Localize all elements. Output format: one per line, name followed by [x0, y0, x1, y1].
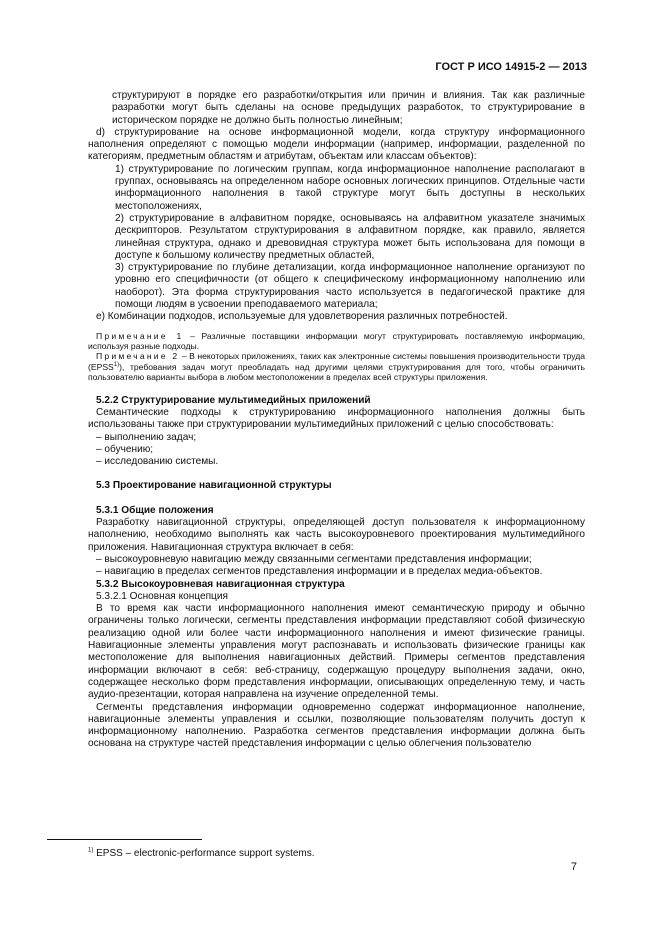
note-2	[88, 351, 585, 382]
heading-5-3-2: 5.3.2 Высокоуровневая навигационная структура	[96, 578, 345, 590]
note-2-text-b: ), требования задач могут преобладать над другими целями структурирования для того, чтобы ограничить пользователю варианты выбора в любом местоположении в пределах всей структуры приложения.	[88, 361, 585, 383]
footnote	[88, 848, 315, 859]
footnote-ref: 1)	[113, 362, 120, 368]
sublist-item-3: 3) структурирование по глубине детализации, когда информационное наполнение организуют по уровню его специфичности (от общего к специфическому информационному наполнению или наоборот). Эта форма структурирования часто используется в педагогической практике для помощи людям в усвоении преподаваемого материала;	[115, 262, 585, 311]
list-item: – навигацию в пределах сегментов представления информации и в пределах медиа-объектов.	[96, 566, 543, 578]
list-item: – обучению;	[96, 443, 154, 455]
list-item: – выполнению задач;	[96, 431, 197, 443]
list-item: – исследованию системы.	[96, 456, 219, 468]
sublist-item-2: 2) структурирование в алфавитном порядке, основываясь на алфавитном указателе значимых дескрипторов. Результатом структурирования в алфавитном порядке, как правило, является линейная структура, однако и древовидная структура может быть использована для помощи в доступе к большому количеству предметных областей,	[115, 212, 585, 261]
heading-5-3-2-1: 5.3.2.1 Основная концепция	[96, 590, 228, 602]
heading-5-2-2: 5.2.2 Структурирование мультимедийных приложений	[96, 394, 371, 406]
heading-5-3: 5.3 Проектирование навигационной структуры	[96, 480, 332, 492]
footnote-separator	[47, 839, 202, 840]
paragraph-historical-end: структурируют в порядке его разработки/открытия или причин и влияния. Так как различные разработки могут быть сделаны на основе предыдущих разработок, то структурирование в историческом порядке не должно быть полностью линейным;	[112, 90, 585, 126]
paragraph-5-3-2-1-a: В то время как части информационного наполнения имеют семантическую природу и обычно ограничены только логически, сегменты представления информации представляют собой физическую реализацию одной или более части информационного наполнения и имеют физические границы. Навигационные элементы управления могут распознавать и использовать физические границы как местоположение для выполнения навигационных действий. Примеры сегментов представления информации включают в себя: веб-страницу, содержащую процедуру выполнения задачи, окно, содержащее несколько форм представления информации, описывающих определенную тему, и часть аудио-презентации, которая направлена на изучение определенной темы.	[88, 603, 585, 701]
list-item-e: e) Комбинации подходов, используемые для удовлетворения различных потребностей.	[96, 311, 508, 323]
note-2-text-a: – В некоторых приложениях, таких как электронные системы повышения производительности труда (EPSS	[88, 351, 585, 372]
list-item-d: d) структурирование на основе информационной модели, когда структуру информационного наполнения определяют с помощью модели информации (например, информации, разделенной по категориям, предметным областям и атрибутам, объектам или классам объектов):	[88, 126, 585, 163]
document-code-header: ГОСТ Р ИСО 14915-2 — 2013	[435, 61, 587, 73]
note-2-label: Примечание 2	[96, 351, 180, 362]
sublist-item-1: 1) структурирование по логическим группам, когда информационное наполнение располагают в группах, основываясь на определенном наборе основных логических принципов. Отдельные части информационного наполнения в такой структуре могут быть доступны в нескольких местоположениях,	[115, 163, 585, 212]
note-1	[88, 331, 585, 352]
list-item: – высокоуровневую навигацию между связанными сегментами представления информации;	[96, 553, 532, 565]
page-body	[88, 90, 585, 751]
footnote-text: EPSS – electronic-performance support systems.	[93, 848, 315, 859]
note-1-text: – Различные поставщики информации могут структурировать поставляемую информацию, используя разные подходы.	[88, 330, 585, 352]
paragraph-5-2-2: Семантические подходы к структурированию информационного наполнения должны быть использованы также при структурировании мультимедийных приложений с целью способствовать:	[88, 406, 585, 431]
paragraph-5-3-1: Разработку навигационной структуры, определяющей доступ пользователя к информационному наполнению, необходимо выполнять как часть высокоуровневого проектирования мультимедийного приложения. Навигационная структура включает в себя:	[88, 517, 585, 553]
note-1-label: Примечание 1	[96, 330, 184, 341]
page-number: 7	[570, 861, 577, 873]
footnote-marker: 1)	[88, 847, 94, 854]
paragraph-5-3-2-1-b: Сегменты представления информации одновременно содержат информационное наполнение, навигационные элементы управления и ссылки, позволяющие пользователям получить доступ к информационному наполнению. Разработка сегментов представления информации должна быть основана на структуре частей представления информации с целью облегчения пользователю	[88, 701, 585, 750]
heading-5-3-1: 5.3.1 Общие положения	[96, 504, 214, 516]
